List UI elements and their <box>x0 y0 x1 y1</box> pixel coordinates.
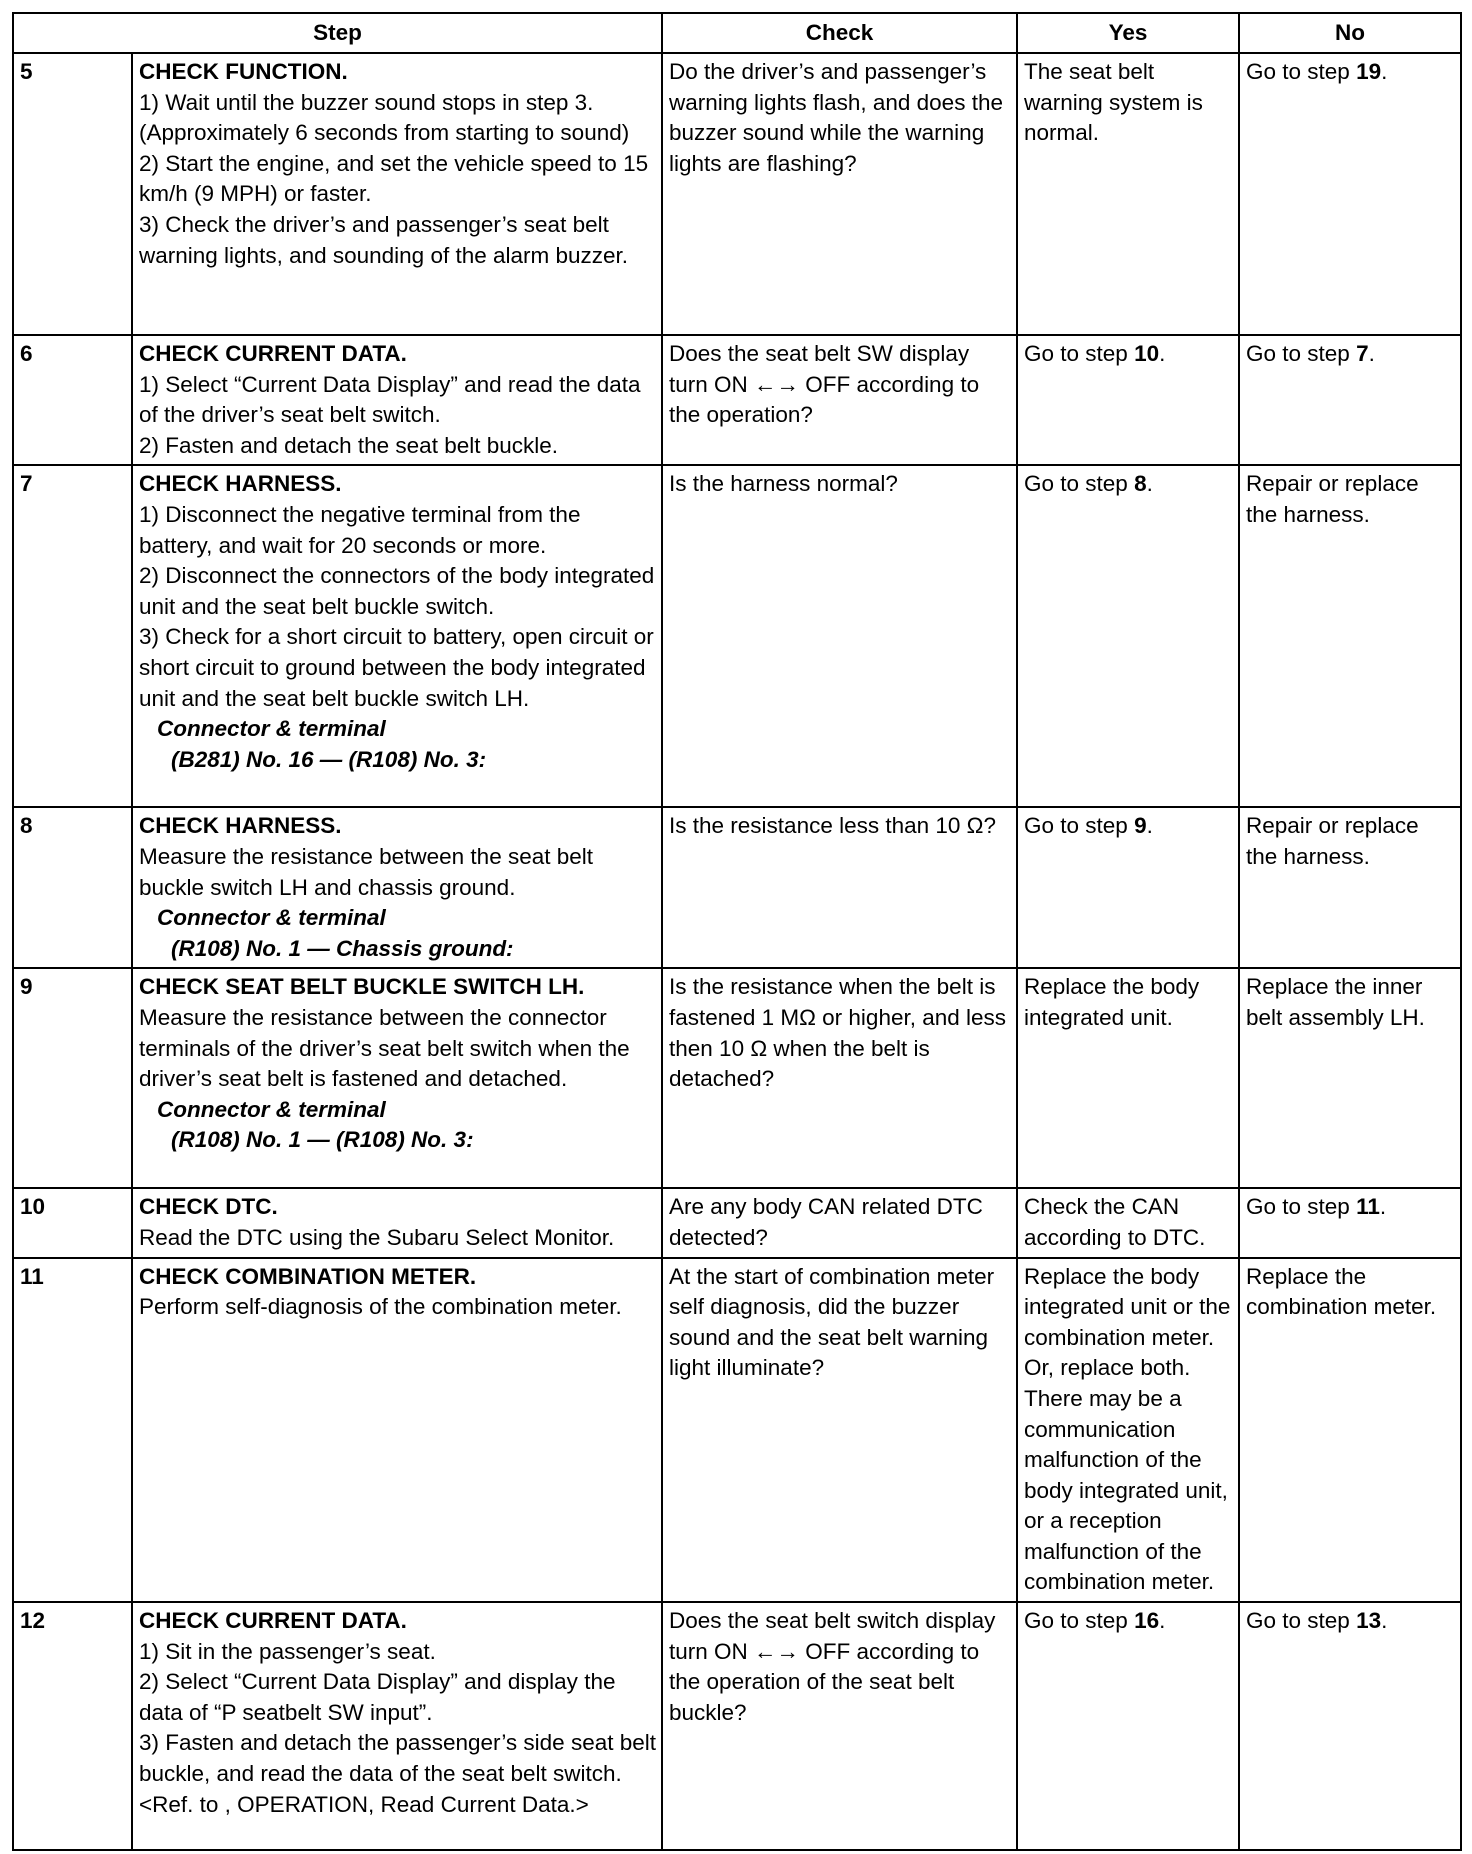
header-step: Step <box>13 13 662 53</box>
check-cell: At the start of combination meter self diagnosis, did the buzzer sound and the seat belt warning light illuminate? <box>662 1258 1017 1603</box>
no-cell: Repair or replace the harness. <box>1239 465 1461 807</box>
step-title: CHECK HARNESS. <box>139 471 342 497</box>
yes-step-ref: 8 <box>1134 471 1147 497</box>
step-title: CHECK CURRENT DATA. <box>139 1608 407 1634</box>
no-cell <box>1239 335 1461 465</box>
yes-suffix: . <box>1159 1608 1166 1634</box>
connector-label: Connector & terminal <box>157 716 386 742</box>
step-number: 8 <box>13 807 132 968</box>
yes-step-ref: 10 <box>1134 341 1160 366</box>
check-cell: Are any body CAN related DTC detected? <box>662 1188 1017 1257</box>
step-number: 9 <box>13 968 132 1188</box>
yes-cell <box>1017 335 1239 465</box>
step-number: 11 <box>13 1258 132 1603</box>
yes-step-ref: 9 <box>1134 813 1147 839</box>
step-line: 1) Select “Current Data Display” and read the data of the driver’s seat belt switch. <box>139 371 641 428</box>
step-description <box>132 968 662 1188</box>
check-cell: Is the harness normal? <box>662 465 1017 807</box>
step-title: CHECK DTC. <box>139 1194 278 1220</box>
step-description <box>132 1602 662 1850</box>
step-title: CHECK CURRENT DATA. <box>139 341 407 366</box>
no-step-ref: 19 <box>1356 59 1382 84</box>
yes-suffix: . <box>1159 341 1166 366</box>
yes-cell <box>1017 1602 1239 1850</box>
yes-cell: Replace the body integrated unit or the combination meter. Or, replace both. There may be a communication malfunction of the body integrated unit, or a reception malfunction of the combination meter. <box>1017 1258 1239 1603</box>
yes-text: Go to step <box>1024 813 1135 839</box>
step-number: 12 <box>13 1602 132 1850</box>
table-row <box>13 1188 1461 1257</box>
step-line: Measure the resistance between the seat belt buckle switch LH and chassis ground. <box>139 843 594 900</box>
no-cell <box>1239 1188 1461 1257</box>
header-yes: Yes <box>1017 13 1239 53</box>
step-line: 2) Select “Current Data Display” and display the data of “P seatbelt SW input”. <box>139 1669 616 1725</box>
header-row <box>13 13 1461 53</box>
no-cell <box>1239 1602 1461 1850</box>
table-row <box>13 807 1461 968</box>
no-text: Go to step <box>1246 1194 1357 1220</box>
yes-text: Go to step <box>1024 341 1135 366</box>
yes-cell: Replace the body integrated unit. <box>1017 968 1239 1188</box>
no-text: Go to step <box>1246 1608 1357 1634</box>
table-row <box>13 1258 1461 1603</box>
check-cell: Does the seat belt SW display turn ON ←→ OFF according to the operation? <box>662 335 1017 465</box>
yes-cell: Check the CAN according to DTC. <box>1017 1188 1239 1257</box>
step-number: 6 <box>13 335 132 465</box>
no-cell: Replace the combination meter. <box>1239 1258 1461 1603</box>
yes-cell <box>1017 807 1239 968</box>
no-step-ref: 7 <box>1356 341 1369 366</box>
check-cell: Does the seat belt switch display turn ON ←→ OFF according to the operation of the seat belt buckle? <box>662 1602 1017 1850</box>
yes-suffix: . <box>1146 471 1153 497</box>
step-title: CHECK FUNCTION. <box>139 59 348 84</box>
step-description <box>132 53 662 335</box>
no-suffix: . <box>1379 1194 1387 1220</box>
step-line: 2) Fasten and detach the seat belt buckle. <box>139 432 559 458</box>
step-title: CHECK SEAT BELT BUCKLE SWITCH LH. <box>139 974 585 1000</box>
step-description <box>132 1258 662 1603</box>
step-line: 1) Disconnect the negative terminal from the battery, and wait for 20 seconds or more. <box>139 501 581 558</box>
step-title: CHECK COMBINATION METER. <box>139 1263 477 1289</box>
no-cell: Repair or replace the harness. <box>1239 807 1461 968</box>
table-row <box>13 968 1461 1188</box>
step-description <box>132 335 662 465</box>
header-check: Check <box>662 13 1017 53</box>
step-line: 1) Wait until the buzzer sound stops in step 3. (Approximately 6 seconds from starting to sound) <box>139 89 630 146</box>
diagnostic-table <box>12 12 1462 1851</box>
table-row <box>13 465 1461 807</box>
no-suffix: . <box>1381 59 1388 84</box>
no-suffix: . <box>1381 1608 1388 1634</box>
step-number: 5 <box>13 53 132 335</box>
step-line: 3) Fasten and detach the passenger’s side seat belt buckle, and read the data of the seat belt switch. <Ref. to , OPERATION, Read Current Data.> <box>139 1730 657 1817</box>
no-step-ref: 13 <box>1356 1608 1382 1634</box>
check-cell: Is the resistance less than 10 Ω? <box>662 807 1017 968</box>
check-cell: Do the driver’s and passenger’s warning lights flash, and does the buzzer sound while the warning lights are flashing? <box>662 53 1017 335</box>
step-line: 2) Start the engine, and set the vehicle speed to 15 km/h (9 MPH) or faster. <box>139 150 649 207</box>
no-step-ref: 11 <box>1356 1194 1380 1220</box>
step-description <box>132 1188 662 1257</box>
step-title: CHECK HARNESS. <box>139 813 342 839</box>
step-line: Perform self-diagnosis of the combination meter. <box>139 1294 622 1320</box>
step-number: 10 <box>13 1188 132 1257</box>
connector-terminal: (R108) No. 1 — Chassis ground: <box>171 935 514 961</box>
connector-terminal: (B281) No. 16 — (R108) No. 3: <box>171 746 487 772</box>
no-text: Go to step <box>1246 341 1357 366</box>
header-no: No <box>1239 13 1461 53</box>
yes-cell: The seat belt warning system is normal. <box>1017 53 1239 335</box>
yes-suffix: . <box>1146 813 1153 839</box>
step-line: 2) Disconnect the connectors of the body integrated unit and the seat belt buckle switch. <box>139 563 655 619</box>
step-description <box>132 807 662 968</box>
no-suffix: . <box>1368 341 1375 366</box>
check-cell: Is the resistance when the belt is fastened 1 MΩ or higher, and less then 10 Ω when the belt is detached? <box>662 968 1017 1188</box>
step-line: 1) Sit in the passenger’s seat. <box>139 1638 436 1664</box>
step-line: Read the DTC using the Subaru Select Monitor. <box>139 1224 615 1250</box>
step-line: 3) Check for a short circuit to battery, open circuit or short circuit to ground between the body integrated unit and the seat belt buckle switch LH. <box>139 624 654 711</box>
connector-terminal: (R108) No. 1 — (R108) No. 3: <box>171 1127 474 1153</box>
connector-label: Connector & terminal <box>157 905 386 931</box>
document-page <box>12 12 1460 1842</box>
step-description <box>132 465 662 807</box>
step-line: 3) Check the driver’s and passenger’s seat belt warning lights, and sounding of the alarm buzzer. <box>139 211 629 268</box>
no-cell: Replace the inner belt assembly LH. <box>1239 968 1461 1188</box>
no-cell <box>1239 53 1461 335</box>
step-line: Measure the resistance between the connector terminals of the driver’s seat belt switch when the driver’s seat belt is fastened and detached. <box>139 1004 630 1092</box>
yes-text: Go to step <box>1024 471 1135 497</box>
table-row <box>13 1602 1461 1850</box>
table-row <box>13 335 1461 465</box>
table-row <box>13 53 1461 335</box>
yes-text: Go to step <box>1024 1608 1135 1634</box>
step-number: 7 <box>13 465 132 807</box>
connector-label: Connector & terminal <box>157 1096 386 1122</box>
no-text: Go to step <box>1246 59 1357 84</box>
yes-cell <box>1017 465 1239 807</box>
yes-step-ref: 16 <box>1134 1608 1160 1634</box>
